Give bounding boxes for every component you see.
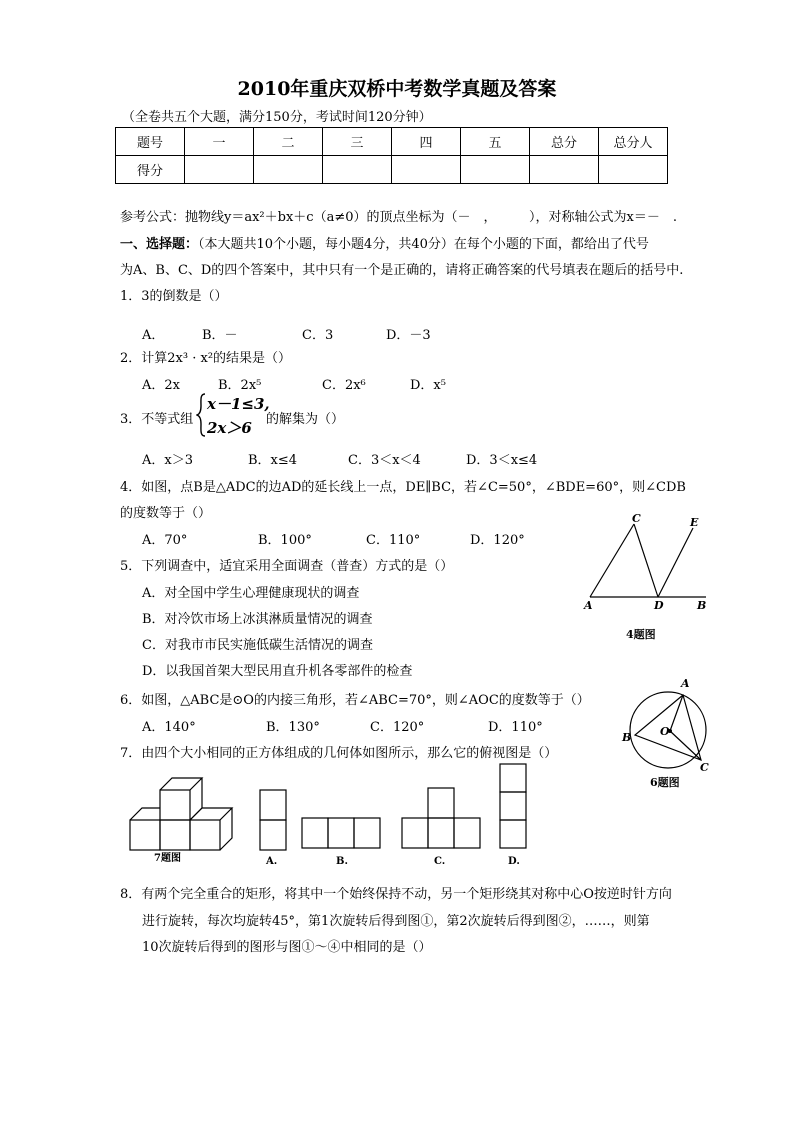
q3-stem-post: 的解集为（） [266,412,345,427]
score-table-header-row [116,128,668,156]
point-label: C [700,761,709,774]
section1-intro-line2: 为A、B、C、D的四个答案中，其中只有一个是正确的，请将正确答案的代号填表在题后的括号中. [120,263,684,278]
q6-option-d: D．110° [488,720,543,735]
q7-figure [124,760,544,872]
q7-option-b-drawing [302,818,380,848]
q4-figure-label: 4题图 [626,628,656,641]
table-cell: 二 [254,128,323,156]
q1-option-c: C．3 [302,328,334,343]
table-cell: 总分人 [599,128,668,156]
score-table-score-row [116,156,668,184]
table-cell: 五 [461,128,530,156]
score-input-cell [599,156,668,184]
q6-option-a: A．140° [142,720,196,735]
q8-line1: 8．有两个完全重合的矩形，将其中一个始终保持不动，另一个矩形绕其对称中心O按逆时针方向 [120,887,672,902]
score-input-cell [254,156,323,184]
q7-option-a-drawing [260,790,286,850]
point-label: C [632,512,641,525]
q5-stem: 5．下列调查中，适宜采用全面调查（普查）方式的是（） [120,559,454,574]
point-label: B [622,731,632,744]
q7-option-b-label: B. [336,856,348,867]
q2-option-c: C．2x⁶ [322,378,366,393]
q2-option-a: A．2x [142,378,180,393]
q3-inequality-1: x－1≤3, [207,395,270,413]
formula-line: 参考公式：抛物线y＝ax²＋bx＋c（a≠0）的顶点坐标为（－ ， ），对称轴公式为x＝－ . [120,210,677,225]
table-cell: 总分 [530,128,599,156]
q5-option-c: C．对我市市民实施低碳生活情况的调查 [142,638,373,653]
q3-option-b: B．x≤4 [248,453,298,468]
q4-option-d: D．120° [470,533,525,548]
table-cell: 四 [392,128,461,156]
table-cell: 得分 [116,156,185,184]
score-input-cell [323,156,392,184]
q1-option-b: B．－ [202,328,238,343]
q3-stem-pre: 3．不等式组 [120,412,194,427]
score-input-cell [392,156,461,184]
score-input-cell [461,156,530,184]
q7-option-d-drawing [500,764,526,848]
q7-option-c-label: C. [434,856,446,867]
score-input-cell [185,156,254,184]
point-label: A [584,599,593,612]
exam-info: （全卷共五个大题，满分150分，考试时间120分钟） [122,110,432,125]
q4-option-b: B．100° [258,533,312,548]
table-cell: 三 [323,128,392,156]
q4-line2: 的度数等于（） [120,506,212,521]
q7-option-d-label: D. [508,856,520,867]
section1-intro-text: （本大题共10个小题，每小题4分，共40分）在每个小题的下面，都给出了代号 [198,237,649,252]
q5-option-d: D．以我国首架大型民用直升机各零部件的检查 [142,664,413,679]
q1-option-d: D．－3 [386,328,431,343]
q5-option-b: B．对冷饮市场上冰淇淋质量情况的调查 [142,612,373,627]
table-cell: 题号 [116,128,185,156]
score-input-cell [530,156,599,184]
point-label: O [660,725,670,738]
q7-option-c-drawing [402,788,480,848]
section1-intro [120,233,649,252]
page-title: 2010年重庆双桥中考数学真题及答案 [237,78,557,100]
q2-option-d: D．x⁵ [410,378,446,393]
point-label: A [681,677,690,690]
q4-option-c: C．110° [366,533,421,548]
q8-line2: 进行旋转，每次均旋转45°，第1次旋转后得到图①，第2次旋转后得到图②，……，则第 [142,914,650,929]
q7-stem: 7．由四个大小相同的正方体组成的几何体如图所示，那么它的俯视图是（） [120,746,558,761]
table-cell: 一 [185,128,254,156]
q4-option-a: A．70° [142,533,188,548]
q7-figure-label: 7题图 [154,853,181,864]
q4-figure [580,508,714,648]
q6-stem: 6．如图，△ABC是⊙O的内接三角形，若∠ABC=70°，则∠AOC的度数等于（） [120,693,590,708]
score-table [115,127,668,184]
q6-option-b: B．130° [266,720,320,735]
section1-heading: 一、选择题： [120,237,199,252]
q5-option-a: A．对全国中学生心理健康现状的调查 [142,586,360,601]
point-label: E [690,516,699,529]
point-label: B [697,599,707,612]
cube-solid-drawing [130,778,232,850]
q6-figure [618,672,718,794]
q7-option-a-label: A. [266,856,278,867]
q2-option-b: B．2x⁵ [218,378,262,393]
q3-option-d: D．3＜x≤4 [466,453,538,468]
q8-line3: 10次旋转后得到的图形与图①～④中相同的是（） [142,940,432,955]
q6-option-c: C．120° [370,720,425,735]
q3-inequality-2: 2x＞6 [207,419,252,437]
point-label: D [654,599,664,612]
q3-brace-icon [196,392,206,438]
q6-figure-label: 6题图 [650,776,680,789]
q4-line1: 4．如图，点B是△ADC的边AD的延长线上一点，DE∥BC，若∠C=50°，∠BDE=60°，则∠CDB [120,480,686,495]
q1-stem: 1．3的倒数是（） [120,289,228,304]
q1-option-a: A． [142,328,165,343]
q3-option-a: A．x＞3 [142,453,193,468]
q2-stem: 2．计算2x³ · x²的结果是（） [120,351,292,366]
q3-option-c: C．3＜x＜4 [348,453,421,468]
